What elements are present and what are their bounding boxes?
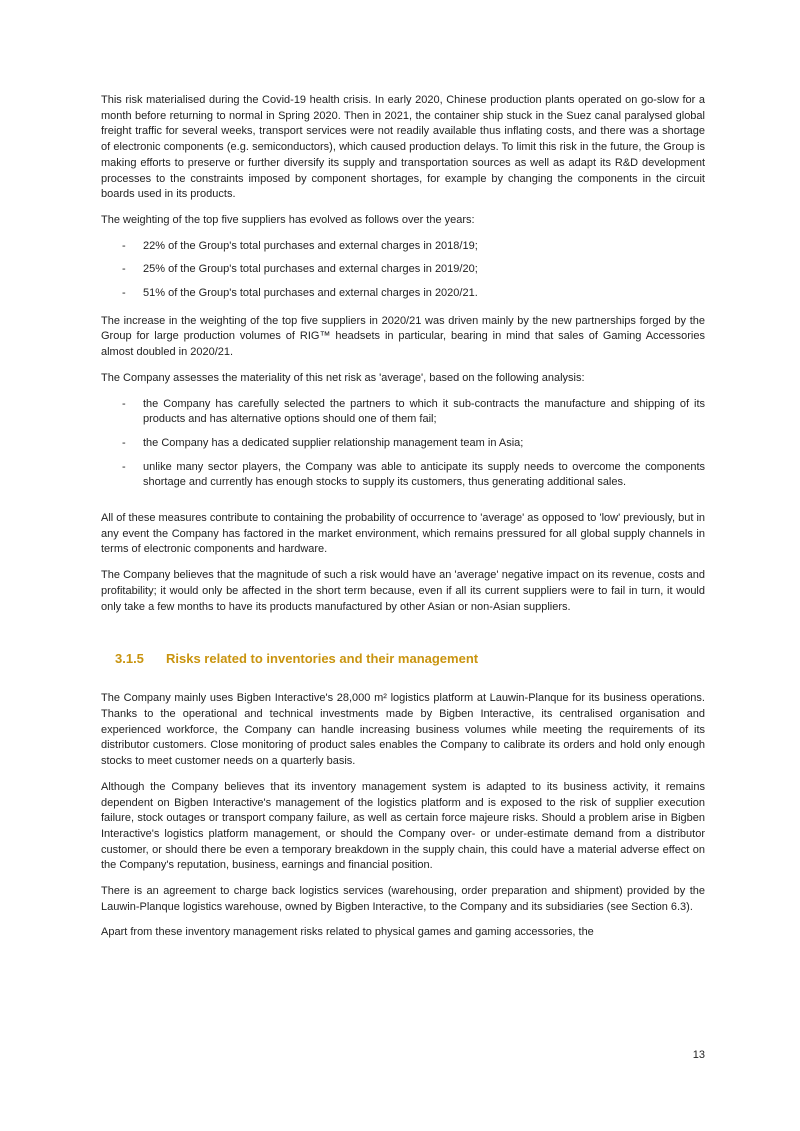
document-page bbox=[101, 93, 705, 941]
list-item-text: unlike many sector players, the Company was able to anticipate its supply needs to overcome the components shortage and currently has enough stocks to supply its customers, thus generating additional sales. bbox=[143, 460, 705, 489]
list-item bbox=[101, 286, 705, 302]
supplier-weighting-list bbox=[101, 239, 705, 302]
list-item-text: the Company has carefully selected the partners to which it sub-contracts the manufacture and shipping of its products and has alternative options should one of them fail; bbox=[143, 397, 705, 426]
section-heading-3-1-5 bbox=[101, 651, 705, 667]
paragraph-weighting-increase: The increase in the weighting of the top five suppliers in 2020/21 was driven mainly by the new partnerships forged by the Group for large production volumes of RIG™ headsets in particular, bearing in mind that sales of Gaming Accessories almost doubled in 2020/21. bbox=[101, 314, 705, 359]
list-item-text: 25% of the Group's total purchases and external charges in 2019/20; bbox=[143, 263, 478, 276]
paragraph-materiality-intro: The Company assesses the materiality of this net risk as 'average', based on the following analysis: bbox=[101, 371, 585, 384]
page-number: 13 bbox=[692, 1049, 705, 1061]
dash-bullet: - bbox=[122, 436, 126, 449]
dash-bullet: - bbox=[122, 460, 126, 473]
dash-bullet: - bbox=[122, 287, 126, 300]
list-item-text: 51% of the Group's total purchases and external charges in 2020/21. bbox=[143, 287, 478, 300]
section-number: 3.1.5 bbox=[115, 651, 144, 667]
list-item-text: 22% of the Group's total purchases and external charges in 2018/19; bbox=[143, 239, 478, 252]
paragraph-logistics-platform: The Company mainly uses Bigben Interactive's 28,000 m² logistics platform at Lauwin-Planque for its business operations. Thanks to the operational and technical investments made by Bigben Interactive, its centralised organisation and experienced workforce, the Company can handle increasing business volumes while meeting the requirements of its distributor customers. Close monitoring of product sales enables the Company to calibrate its orders and hold only enough stocks to meet customer needs on a quarterly basis. bbox=[101, 692, 705, 768]
dash-bullet: - bbox=[122, 397, 126, 410]
list-item-text: the Company has a dedicated supplier relationship management team in Asia; bbox=[143, 436, 524, 449]
section-title: Risks related to inventories and their management bbox=[166, 651, 479, 667]
paragraph-measures: All of these measures contribute to containing the probability of occurrence to 'average' as opposed to 'low' previously, but in any event the Company has factored in the market environment, which remains pressured for all global supply channels in terms of electronic components and hardware. bbox=[101, 512, 705, 556]
paragraph-covid-risk: This risk materialised during the Covid-19 health crisis. In early 2020, Chinese production plants operated on go-slow for a month before returning to normal in Spring 2020. Then in 2021, the container ship stuck in the Suez canal paralysed global freight traffic for several weeks, transport services were not readily available thus inflating costs, and there was a shortage of electronic components (e.g. semiconductors), which caused production delays. To limit this risk in the future, the Group is making efforts to preserve or further diversify its supply and transportation sources as well as adapt its R&D development processes to the constraints imposed by component shortages, for example by changing the components in the circuit boards used in its products. bbox=[101, 94, 705, 201]
list-item bbox=[101, 262, 705, 278]
paragraph-chargeback: There is an agreement to charge back logistics services (warehousing, order preparation and shipment) provided by the Lauwin-Planque logistics warehouse, owned by Bigben Interactive, to the Company and its subsidiaries (see Section 6.3). bbox=[101, 885, 705, 913]
list-item bbox=[101, 397, 705, 428]
paragraph-magnitude: The Company believes that the magnitude of such a risk would have an 'average' negative impact on its revenue, costs and profitability; it would only be affected in the short term because, even if all its current suppliers were to fail in turn, it would only take a few months to have its products manufactured by other Asian or non-Asian suppliers. bbox=[101, 569, 705, 613]
dash-bullet: - bbox=[122, 263, 126, 276]
list-item bbox=[101, 460, 705, 491]
paragraph-inventory-risks-continued: Apart from these inventory management risks related to physical games and gaming accessories, the bbox=[101, 926, 594, 939]
paragraph-weighting-intro: The weighting of the top five suppliers has evolved as follows over the years: bbox=[101, 213, 475, 226]
paragraph-inventory-dependence: Although the Company believes that its inventory management system is adapted to its business activity, it remains dependent on Bigben Interactive's management of the logistics platform and is exposed to the risk of supplier execution failure, stock outages or transport company failure, as well as certain force majeure risks. Should a problem arise in Bigben Interactive's logistics platform management, or should the Company over- or under-estimate demand from a distributor customer, or should there be even a temporary breakdown in the supply chain, this could have a material adverse effect on the Company's reputation, business, earnings and financial position. bbox=[101, 780, 705, 872]
list-item bbox=[101, 436, 705, 452]
list-item bbox=[101, 239, 705, 255]
materiality-analysis-list bbox=[101, 397, 705, 492]
dash-bullet: - bbox=[122, 239, 126, 252]
